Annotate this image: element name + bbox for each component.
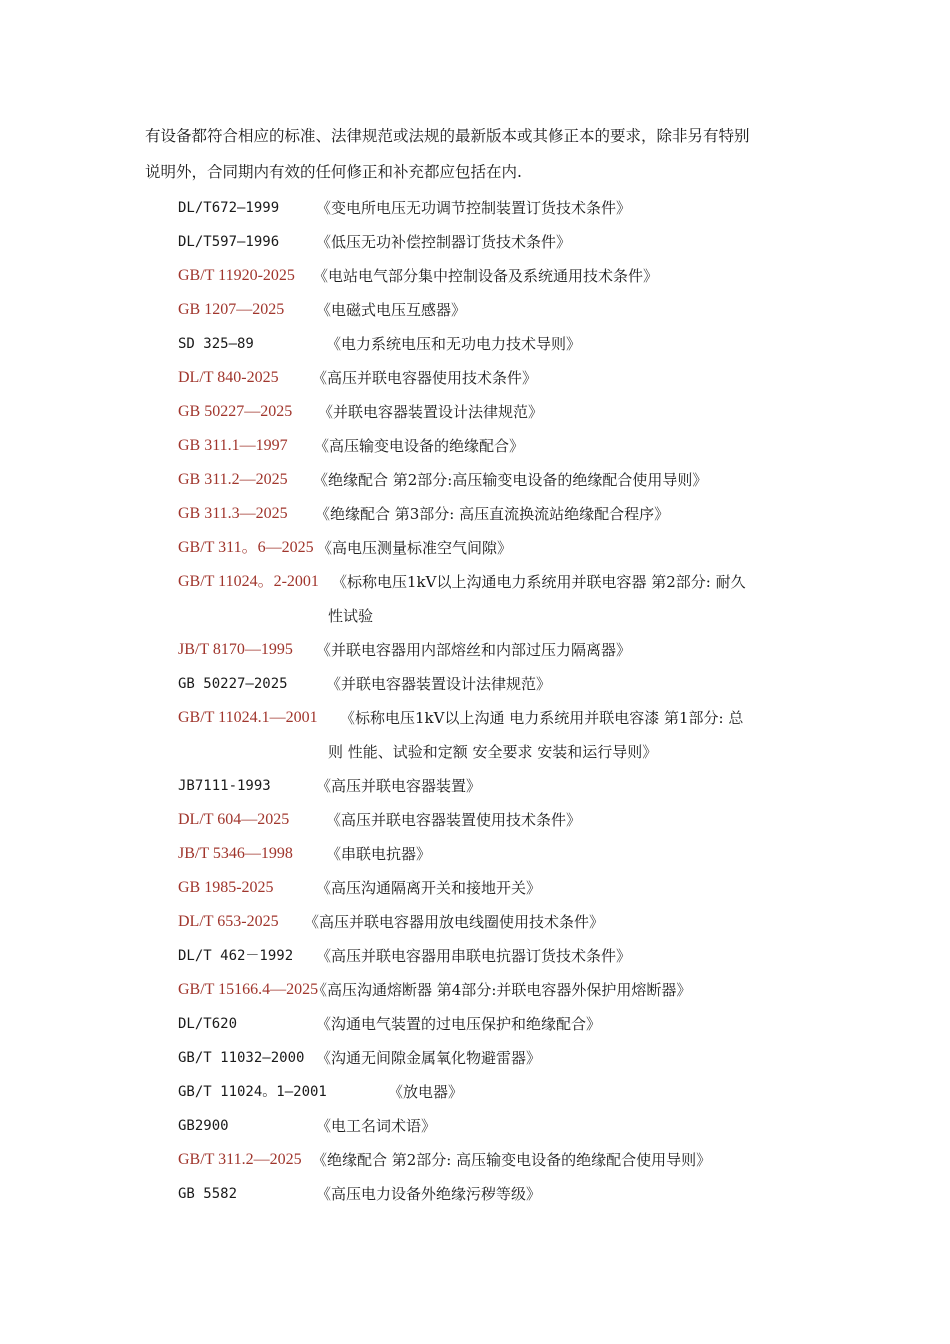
standard-code: JB7111-1993 bbox=[178, 778, 271, 794]
standard-title: 《变电所电压无功调节控制装置订货技术条件》 bbox=[316, 199, 632, 217]
standard-code: DL/T672—1999 bbox=[178, 200, 280, 216]
standard-code: GB/T 11032—2000 bbox=[178, 1050, 305, 1066]
standard-title: 《并联电容器装置设计法律规范》 bbox=[326, 675, 552, 693]
standard-title: 《高压并联电容器用放电线圈使用技术条件》 bbox=[304, 913, 605, 931]
standard-row bbox=[178, 905, 818, 939]
standard-code: SD 325—89 bbox=[178, 336, 254, 352]
standard-code: GB/T 11920-2025 bbox=[178, 267, 295, 284]
standard-code: GB/T 11024。2-2001 bbox=[178, 573, 319, 590]
standard-row bbox=[178, 837, 818, 871]
standard-title: 《放电器》 bbox=[388, 1083, 464, 1101]
standard-row bbox=[178, 1177, 818, 1211]
standard-row bbox=[178, 565, 818, 599]
standard-row bbox=[178, 1109, 818, 1143]
standard-code: GB/T 15166.4—2025 bbox=[178, 981, 319, 998]
standard-title: 《高压并联电容器用串联电抗器订货技术条件》 bbox=[316, 947, 632, 965]
standard-code: GB 1207—2025 bbox=[178, 301, 285, 318]
standard-code: GB/T 11024.1—2001 bbox=[178, 709, 318, 726]
standard-row bbox=[178, 191, 818, 225]
standard-code: GB2900 bbox=[178, 1118, 229, 1134]
standard-title: 《标称电压1kV以上沟通电力系统用并联电容器 第2部分: 耐久 bbox=[332, 573, 746, 591]
standard-code: GB 311.1—1997 bbox=[178, 437, 288, 454]
standard-row bbox=[178, 667, 818, 701]
standard-code: JB/T 8170—1995 bbox=[178, 641, 293, 658]
standard-code: GB 1985-2025 bbox=[178, 879, 274, 896]
standard-row bbox=[178, 327, 818, 361]
standard-row bbox=[178, 497, 818, 531]
standard-title: 《绝缘配合 第3部分: 高压直流换流站绝缘配合程序》 bbox=[315, 505, 670, 523]
standard-row bbox=[178, 633, 818, 667]
standard-row bbox=[178, 701, 818, 735]
standard-title-continuation: 则 性能、试验和定额 安全要求 安装和运行导则》 bbox=[328, 743, 658, 761]
standard-code: GB 311.2—2025 bbox=[178, 471, 288, 488]
standard-code: GB 50227—2025 bbox=[178, 676, 288, 692]
standard-row bbox=[178, 769, 818, 803]
standard-title: 《高压并联电容器装置》 bbox=[316, 777, 482, 795]
standard-code: DL/T 604—2025 bbox=[178, 811, 290, 828]
standard-title: 《高压并联电容器装置使用技术条件》 bbox=[326, 811, 582, 829]
standard-title: 《高压并联电容器使用技术条件》 bbox=[312, 369, 538, 387]
standard-row bbox=[178, 293, 818, 327]
standard-row bbox=[178, 939, 818, 973]
standard-row bbox=[178, 225, 818, 259]
standard-title: 《低压无功补偿控制器订货技术条件》 bbox=[316, 233, 572, 251]
standard-code: GB/T 311。6—2025 bbox=[178, 539, 314, 556]
standard-title: 《电站电气部分集中控制设备及系统通用技术条件》 bbox=[313, 267, 659, 285]
standard-row bbox=[178, 531, 818, 565]
standard-row bbox=[178, 871, 818, 905]
standard-row bbox=[178, 361, 818, 395]
standard-title: 《电磁式电压互感器》 bbox=[316, 301, 467, 319]
standard-row bbox=[178, 259, 818, 293]
standard-title: 《绝缘配合 第2部分:高压输变电设备的绝缘配合使用导则》 bbox=[313, 471, 708, 489]
standard-code: DL/T 653-2025 bbox=[178, 913, 279, 930]
standard-code: GB 311.3—2025 bbox=[178, 505, 288, 522]
standard-title: 《并联电容器用内部熔丝和内部过压力隔离器》 bbox=[316, 641, 632, 659]
standard-code: GB 50227—2025 bbox=[178, 403, 293, 420]
intro-line-2: 说明外，合同期内有效的任何修正和补充都应包括在内. bbox=[145, 163, 522, 181]
standard-code: GB/T 11024。1—2001 bbox=[178, 1084, 327, 1100]
standard-code: GB/T 311.2—2025 bbox=[178, 1151, 302, 1168]
standard-title: 《高压沟通熔断器 第4部分:并联电容器外保护用熔断器》 bbox=[312, 981, 692, 999]
standard-row bbox=[178, 1041, 818, 1075]
standard-code: DL/T620 bbox=[178, 1016, 238, 1032]
standard-code: GB 5582 bbox=[178, 1186, 238, 1202]
standard-code: JB/T 5346—1998 bbox=[178, 845, 293, 862]
standard-row bbox=[178, 463, 818, 497]
standard-row bbox=[178, 973, 818, 1007]
standard-title-continuation: 性试验 bbox=[328, 607, 374, 625]
standard-title: 《绝缘配合 第2部分: 高压输变电设备的绝缘配合使用导则》 bbox=[312, 1151, 712, 1169]
intro-line-1: 有设备都符合相应的标准、法律规范或法规的最新版本或其修正本的要求，除非另有特别 bbox=[145, 127, 750, 145]
standard-title: 《高电压测量标准空气间隙》 bbox=[317, 539, 513, 557]
standard-title: 《电工名词术语》 bbox=[316, 1117, 437, 1135]
standard-title: 《高压电力设备外绝缘污秽等级》 bbox=[316, 1185, 542, 1203]
standard-title: 《标称电压1kV以上沟通 电力系统用并联电容漆 第1部分: 总 bbox=[340, 709, 744, 727]
standard-code: DL/T 462－1992 bbox=[178, 948, 294, 964]
standard-code: DL/T 840-2025 bbox=[178, 369, 279, 386]
standard-title: 《电力系统电压和无功电力技术导则》 bbox=[326, 335, 582, 353]
standard-title: 《串联电抗器》 bbox=[326, 845, 432, 863]
standard-title: 《沟通无间隙金属氧化物避雷器》 bbox=[316, 1049, 542, 1067]
standard-title: 《并联电容器装置设计法律规范》 bbox=[318, 403, 544, 421]
standard-row bbox=[178, 395, 818, 429]
standard-title: 《高压沟通隔离开关和接地开关》 bbox=[316, 879, 542, 897]
standard-code: DL/T597—1996 bbox=[178, 234, 280, 250]
standard-title: 《沟通电气装置的过电压保护和绝缘配合》 bbox=[316, 1015, 602, 1033]
standards-list bbox=[178, 191, 818, 1211]
standard-row bbox=[178, 1143, 818, 1177]
standard-row bbox=[178, 1007, 818, 1041]
standard-row bbox=[178, 1075, 818, 1109]
standard-title: 《高压输变电设备的绝缘配合》 bbox=[314, 437, 525, 455]
standard-row bbox=[178, 803, 818, 837]
standard-row bbox=[178, 429, 818, 463]
